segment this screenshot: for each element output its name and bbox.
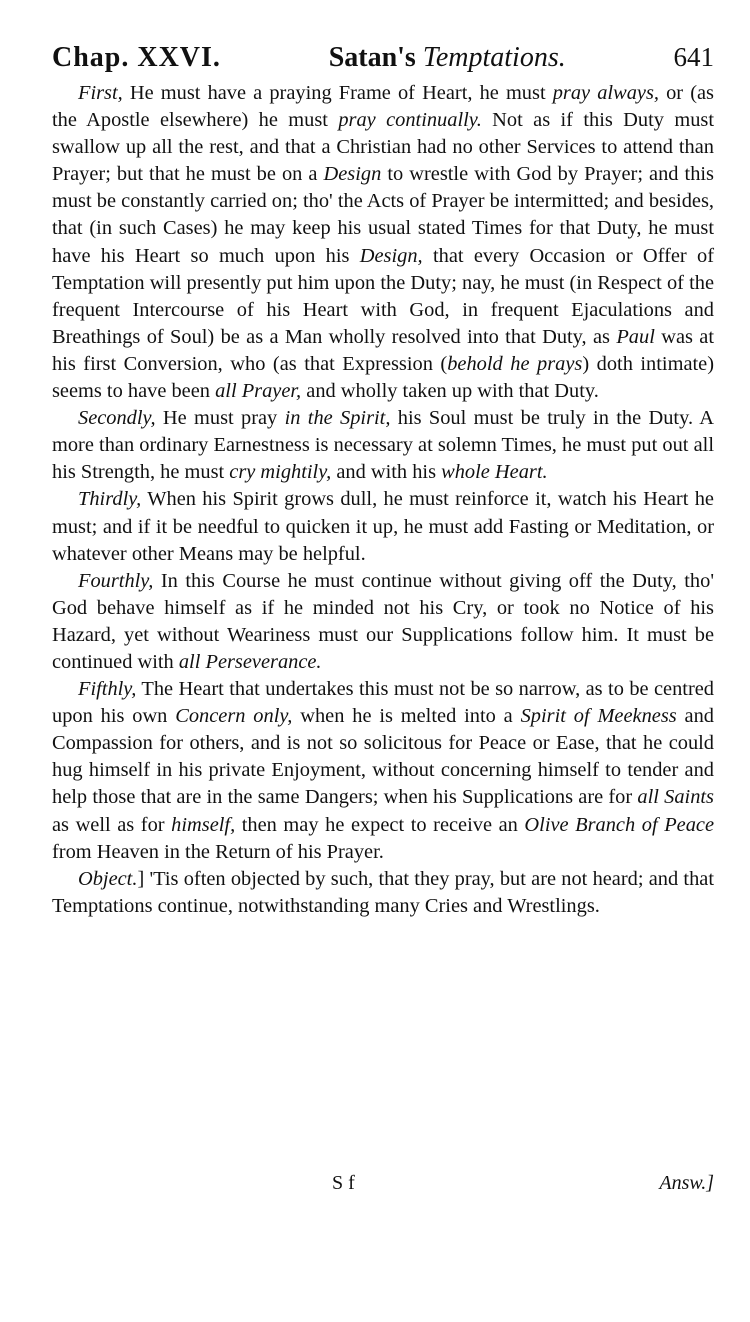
italic-text: behold he prays xyxy=(447,352,583,375)
italic-text: all Perseverance. xyxy=(178,650,322,673)
paragraph xyxy=(52,486,714,567)
chapter-heading: Chap. XXVI. xyxy=(52,42,221,73)
text-run: The Heart that undertakes this must not be so narrow, as to be centred upon his own xyxy=(52,678,714,728)
italic-text: Secondly, xyxy=(78,407,156,430)
text-run: ) doth intimate) seems to have been xyxy=(52,352,715,403)
text-run: was at his first Conversion, who (as that Expression ( xyxy=(52,325,714,375)
text-run: as well as for xyxy=(52,813,172,836)
italic-text: Spirit of Meekness xyxy=(520,705,677,728)
text-run: then may he expect to receive an xyxy=(235,813,525,836)
text-run: When his Spirit grows dull, he must reinforce it, watch his Heart he must; and if it be needful to quicken it up, he must add Fasting or Meditation, or whatever other Means may be helpful. xyxy=(52,488,714,565)
text-run: from Heaven in the Return of his Prayer. xyxy=(52,840,384,863)
paragraph xyxy=(52,568,714,676)
italic-text: Design, xyxy=(359,244,423,267)
text-run: his Soul must be truly in the Duty. A more than ordinary Earnestness is necessary at solemn Times, he must put out all his Strength, he must xyxy=(52,407,714,484)
text-run: and wholly taken up with that Duty. xyxy=(301,380,599,403)
italic-text: Object. xyxy=(78,867,138,890)
text-run: In this Course he must continue without giving off the Duty, tho' God behave himself as if he minded not his Cry, or took no Notice of his Hazard, yet without Weariness must our Supplications follow him. It must be continued with xyxy=(52,569,714,673)
catchword: Answ.] xyxy=(659,1172,714,1194)
running-header xyxy=(52,40,714,80)
paragraph xyxy=(52,405,714,486)
italic-text: Fifthly, xyxy=(78,678,137,701)
running-title-italic: Temptations. xyxy=(422,42,566,73)
text-run: or (as the Apostle elsewhere) he must xyxy=(52,82,714,132)
italic-text: Olive Branch of Peace xyxy=(524,813,715,836)
italic-text: all Saints xyxy=(637,786,714,809)
text-run: He must have a praying Frame of Heart, he must xyxy=(122,82,553,104)
italic-text: whole Heart. xyxy=(441,461,548,484)
text-run: when he is melted into a xyxy=(292,705,521,728)
text-run: He must pray xyxy=(155,407,285,430)
text-run: and Compassion for others, and is not so solicitous for Peace or Ease, that he could hug himself in his private Enjoyment, without concerning himself to tender and help those that are in the same Dangers; when his Supplications are for xyxy=(52,705,714,809)
italic-text: Paul xyxy=(616,325,655,348)
running-title-blackletter: Satan's xyxy=(328,42,416,73)
italic-text: pray always, xyxy=(552,82,659,104)
page-footer xyxy=(52,1172,714,1202)
body-text xyxy=(52,80,714,920)
italic-text: Concern only, xyxy=(175,705,293,728)
italic-text: cry mightily, xyxy=(229,461,332,484)
text-run: Not as if this Duty must swallow up all the rest, and that a Christian had no other Services to attend than Prayer; but that he must be on a xyxy=(52,109,714,186)
page-number: 641 xyxy=(673,42,714,72)
running-title xyxy=(329,41,566,75)
signature-mark: S f xyxy=(332,1172,355,1194)
italic-text: Fourthly, xyxy=(78,569,154,592)
italic-text: himself, xyxy=(171,813,236,836)
text-run: to wrestle with God by Prayer; and this must be constantly carried on; tho' the Acts of Prayer be intermitted; and besides, that (in such Cases) he may keep his usual stated Times for that Duty, he must have his Heart so much upon his xyxy=(52,163,714,267)
italic-text: all Prayer, xyxy=(215,380,302,403)
paragraph xyxy=(52,80,714,405)
italic-text: First, xyxy=(78,82,123,104)
text-run: and with his xyxy=(331,461,442,484)
italic-text: pray continually. xyxy=(338,109,482,132)
italic-text: Thirdly, xyxy=(78,488,142,511)
text-run: ] 'Tis often objected by such, that they pray, but are not heard; and that Temptations continue, notwithstanding many Cries and Wrestlings. xyxy=(52,867,714,917)
paragraph xyxy=(52,676,714,866)
text-run: that every Occasion or Offer of Temptation will presently put him upon the Duty; nay, he must (in Respect of the frequent Intercourse of his Heart with God, in frequent Ejaculations and Breathings of Soul) be as a Man wholly resolved into that Duty, as xyxy=(52,244,715,348)
italic-text: Design xyxy=(323,163,382,186)
italic-text: in the Spirit, xyxy=(284,407,391,430)
paragraph xyxy=(52,866,714,920)
